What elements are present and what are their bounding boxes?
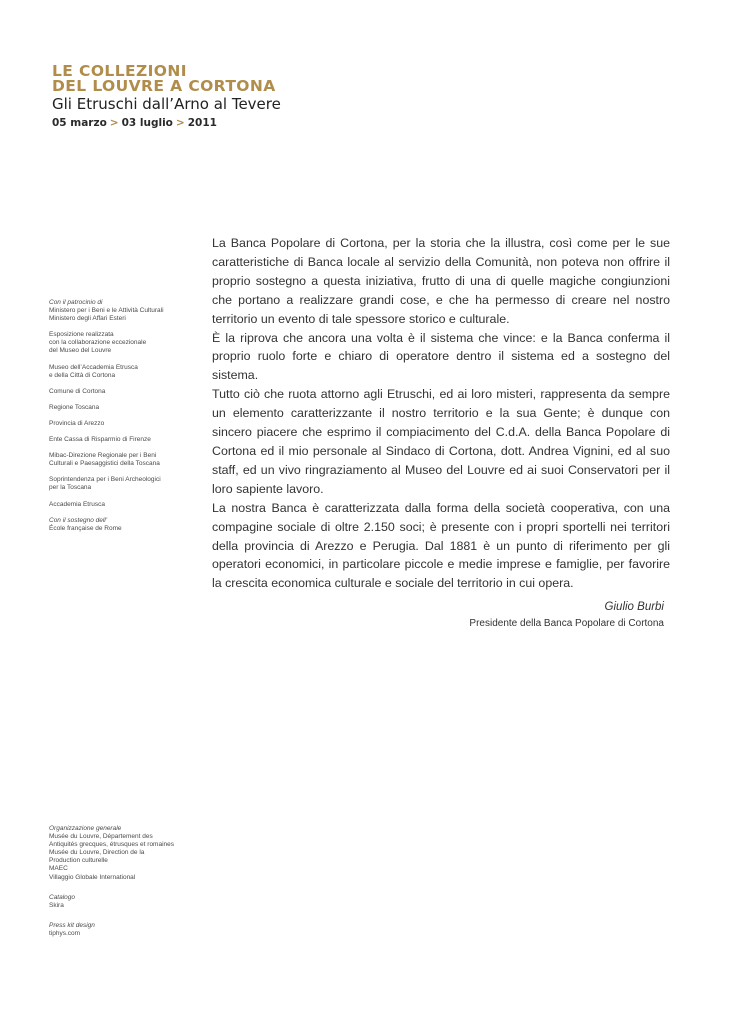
sponsor-block [49, 452, 199, 468]
credit-block [49, 922, 219, 938]
credit-line: Ministero per i Beni e le Attività Culturali [49, 307, 164, 315]
signatory-role: Presidente della Banca Popolare di Cortona [469, 618, 664, 629]
credit-line: Comune di Cortona [49, 387, 106, 395]
credit-line: Soprintendenza per i Beni Archeologici [49, 476, 161, 484]
date-start: 05 marzo [52, 117, 107, 129]
credit-block [49, 825, 219, 882]
signatory-name: Giulio Burbi [604, 601, 664, 613]
credit-line: per la Toscana [49, 484, 92, 492]
credit-line: Antiquités grecques, étrusques et romaines [49, 841, 175, 849]
credit-heading: Organizzazione generale [49, 825, 122, 832]
credit-line: e della Città di Cortona [49, 371, 116, 379]
credit-line: Musée du Louvre, Direction de la [49, 849, 145, 857]
sponsor-block [49, 404, 199, 412]
credit-line: Provincia di Arezzo [49, 419, 105, 427]
body-paragraph: Tutto ciò che ruota attorno agli Etruschi, ed ai loro misteri, rappresenta da sempre un elemento caratterizzante il nostro territorio e la sua Gente; è dunque con sincero piacere che esprimo il compiacimento del C.d.A. della Banca Popolare di Cortona ed il mio personale al Sindaco di Cortona, dott. Andrea Vignini, ed al suo staff, ed un vivo ringraziamento al Museo del Louvre ed ai suoi Conservatori per il loro sapiente lavoro. [212, 387, 670, 496]
sponsor-block [49, 501, 199, 509]
body-paragraph: La nostra Banca è caratterizzata dalla forma della società cooperativa, con una compagine sociale di oltre 2.150 soci; è presente con i propri sportelli nei territori della provincia di Arezzo e Perugia. Dal 1881 è un punto di riferimento per gli operatori economici, in particolare piccole e medie imprese e famiglie, per favorire la crescita economica culturale e sociale del territorio in cui opera. [212, 500, 670, 591]
credit-block [49, 894, 219, 910]
credit-heading: Con il sostegno dell’ [49, 516, 108, 524]
credit-line: Ente Cassa di Risparmio di Firenze [49, 436, 151, 444]
credit-line: Accademia Etrusca [49, 500, 105, 508]
credit-line: Musée du Louvre, Département des [49, 833, 153, 841]
credit-line: MAEC [49, 865, 68, 873]
date-separator: > [175, 117, 185, 129]
exhibition-title-line-2: DEL LOUVRE A CORTONA [52, 77, 276, 95]
date-year: 2011 [187, 117, 217, 129]
credit-line: con la collaborazione eccezionale [49, 339, 147, 347]
credit-line: Museo dell’Accademia Etrusca [49, 363, 138, 371]
letter-body [212, 234, 670, 593]
sponsor-block [49, 331, 199, 355]
sponsor-block [49, 388, 199, 396]
sponsor-block [49, 364, 199, 380]
signature-block [469, 599, 664, 632]
body-paragraph: È la riprova che ancora una volta è il sistema che vince: e la Banca conferma il proprio ruolo forte e chiaro di operatore dentro il sistema ed a sostegno del sistema. [212, 330, 670, 383]
credit-line: Culturali e Paesaggistici della Toscana [49, 460, 160, 468]
credit-line: Mibac-Direzione Regionale per i Beni [49, 452, 157, 460]
credit-line: Skira [49, 901, 64, 909]
sponsor-block [49, 476, 199, 492]
credit-heading: Press kit design [49, 921, 95, 929]
credit-heading: Catalogo [49, 893, 76, 901]
exhibition-subtitle: Gli Etruschi dall’Arno al Tevere [52, 95, 281, 113]
sponsor-block [49, 517, 199, 533]
credit-line: Regione Toscana [49, 403, 100, 411]
credit-line: École française de Rome [49, 524, 122, 532]
credit-heading: Con il patrocinio di [49, 299, 103, 306]
exhibition-header [52, 64, 452, 130]
sponsor-block [49, 299, 199, 323]
sponsor-block [49, 420, 199, 428]
exhibition-title-line-1: LE COLLEZIONI [52, 62, 187, 80]
credits-sidebar [49, 825, 219, 950]
credit-line: Villaggio Globale International [49, 873, 136, 881]
exhibition-dates [52, 116, 452, 130]
date-end: 03 luglio [121, 117, 173, 129]
credit-line: Esposizione realizzata [49, 331, 114, 339]
credit-line: tiphys.com [49, 929, 81, 937]
date-separator: > [109, 117, 119, 129]
credit-line: Ministero degli Affari Esteri [49, 315, 126, 323]
sponsors-sidebar [49, 299, 199, 541]
body-paragraph: La Banca Popolare di Cortona, per la storia che la illustra, così come per le sue caratteristiche di Banca locale al servizio della Comunità, non poteva non offrire il proprio sostegno a questa iniziativa, frutto di una di quelle magiche congiunzioni che portano a realizzare grandi cose, e che ha permesso di creare nel nostro territorio un evento di tale spessore storico e culturale. [212, 236, 670, 326]
credit-line: Production culturelle [49, 857, 108, 865]
sponsor-block [49, 436, 199, 444]
credit-line: del Museo del Louvre [49, 347, 112, 355]
